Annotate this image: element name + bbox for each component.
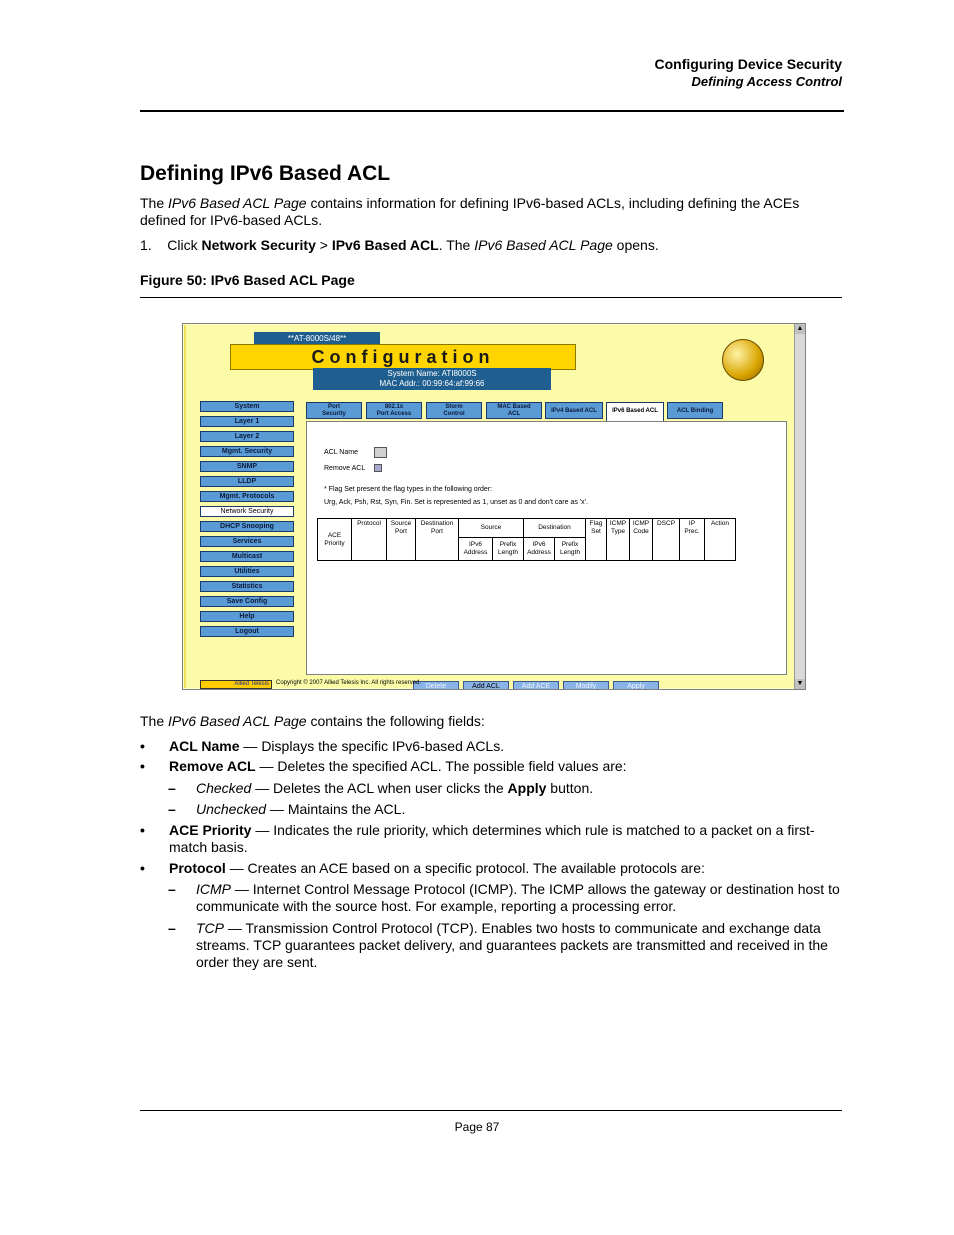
dash-icon: – <box>168 920 176 936</box>
config-page <box>184 325 798 688</box>
nav-lldp[interactable]: LLDP <box>200 476 294 487</box>
dash-icon: – <box>168 801 176 817</box>
tab-storm-control[interactable]: Storm Control <box>426 402 482 419</box>
dash-icon: – <box>168 881 176 897</box>
nav-mgmt-security[interactable]: Mgmt. Security <box>200 446 294 457</box>
col-destination-port: Destination Port <box>416 519 459 561</box>
flag-note-2: Urg, Ack, Psh, Rst, Syn, Fin. Set is represented as 1, unset as 0 and don't care as 'x'. <box>324 499 588 506</box>
scroll-up-icon[interactable]: ▲ <box>796 325 804 332</box>
tab-8021x-port-access[interactable]: 802.1x Port Access <box>366 402 422 419</box>
nav-network-security[interactable]: Network Security <box>200 506 294 517</box>
system-info <box>313 368 551 390</box>
nav-layer1[interactable]: Layer 1 <box>200 416 294 427</box>
tab-ipv4-based-acl[interactable]: IPv4 Based ACL <box>545 402 603 419</box>
nav-utilities[interactable]: Utilities <box>200 566 294 577</box>
copyright-text: Copyright © 2007 Allied Telesis Inc. All rights reserved. <box>276 680 422 686</box>
running-header-subtitle: Defining Access Control <box>691 74 842 89</box>
col-source-prefix-length: Prefix Length <box>493 538 524 561</box>
col-icmp-type: ICMP Type <box>607 519 630 561</box>
col-dscp: DSCP <box>653 519 680 561</box>
nav-services[interactable]: Services <box>200 536 294 547</box>
tab-acl-binding[interactable]: ACL Binding <box>667 402 723 419</box>
col-icmp-code: ICMP Code <box>630 519 653 561</box>
nav-save-config[interactable]: Save Config <box>200 596 294 607</box>
nav-snmp[interactable]: SNMP <box>200 461 294 472</box>
tab-ipv6-based-acl[interactable]: IPv6 Based ACL <box>606 402 664 422</box>
remove-acl-checkbox[interactable] <box>374 464 382 472</box>
config-title-bar: Configuration <box>230 344 576 370</box>
acl-name-label: ACL Name <box>324 449 358 456</box>
dash-icon: – <box>168 780 176 796</box>
nav-multicast[interactable]: Multicast <box>200 551 294 562</box>
col-protocol: Protocol <box>352 519 387 561</box>
nav-mgmt-protocols[interactable]: Mgmt. Protocols <box>200 491 294 502</box>
col-source-ipv6-address: IPv6 Address <box>459 538 493 561</box>
intro-paragraph: The IPv6 Based ACL Page contains information for defining IPv6-based ACLs, including defining the ACEs defined for IPv6-based ACLs. <box>140 195 800 228</box>
ace-table <box>317 518 736 561</box>
running-header-title: Configuring Device Security <box>654 56 842 72</box>
nav-layer2[interactable]: Layer 2 <box>200 431 294 442</box>
apply-button[interactable]: Apply <box>613 681 659 690</box>
modify-button[interactable]: Modify <box>563 681 609 690</box>
col-flag-set: Flag Set <box>586 519 607 561</box>
col-ace-priority: ACE Priority <box>318 519 352 561</box>
col-source: Source <box>459 519 524 538</box>
nav-statistics[interactable]: Statistics <box>200 581 294 592</box>
flag-note-1: * Flag Set present the flag types in the following order: <box>324 486 493 493</box>
col-action: Action <box>705 519 736 561</box>
allied-telesis-logo: Allied Telesis <box>200 680 272 689</box>
col-destination: Destination <box>524 519 586 538</box>
nav-help[interactable]: Help <box>200 611 294 622</box>
tab-port-security[interactable]: Port Security <box>306 402 362 419</box>
header-rule <box>140 110 844 112</box>
remove-acl-label: Remove ACL <box>324 465 366 472</box>
page-number: Page 87 <box>454 1120 500 1134</box>
fields-intro: The IPv6 Based ACL Page contains the following fields: <box>140 713 485 729</box>
bullet-icon: • <box>140 860 145 876</box>
system-name: System Name: ATI8000S <box>387 369 477 378</box>
col-dest-ipv6-address: IPv6 Address <box>524 538 555 561</box>
acl-name-select[interactable] <box>374 447 387 458</box>
col-source-port: Source Port <box>387 519 416 561</box>
col-ip-prec: IP Prec. <box>680 519 705 561</box>
bullet-icon: • <box>140 822 145 838</box>
nav-logout[interactable]: Logout <box>200 626 294 637</box>
bullet-icon: • <box>140 758 145 774</box>
add-acl-button[interactable]: Add ACL <box>463 681 509 690</box>
ipv6-acl-screenshot <box>182 323 806 690</box>
figure-rule <box>140 297 842 298</box>
delete-button[interactable]: Delete <box>413 681 459 690</box>
section-heading: Defining IPv6 Based ACL <box>140 162 391 185</box>
device-model: **AT-8000S/48** <box>254 332 380 345</box>
tab-mac-based-acl[interactable]: MAC Based ACL <box>486 402 542 419</box>
col-dest-prefix-length: Prefix Length <box>555 538 586 561</box>
bullet-icon: • <box>140 738 145 754</box>
vertical-scrollbar[interactable] <box>794 324 805 689</box>
nav-dhcp-snooping[interactable]: DHCP Snooping <box>200 521 294 532</box>
step-1: 1. Click Network Security > IPv6 Based ACL. The IPv6 Based ACL Page opens. <box>140 237 659 253</box>
scroll-down-icon[interactable]: ▼ <box>796 680 804 687</box>
mac-address: MAC Addr.: 00:99:64:af:99:66 <box>379 379 485 388</box>
nav-system[interactable]: System <box>200 401 294 412</box>
figure-caption: Figure 50: IPv6 Based ACL Page <box>140 272 355 288</box>
globe-logo-icon <box>722 339 764 381</box>
footer-rule <box>140 1110 842 1111</box>
add-ace-button[interactable]: Add ACE <box>513 681 559 690</box>
